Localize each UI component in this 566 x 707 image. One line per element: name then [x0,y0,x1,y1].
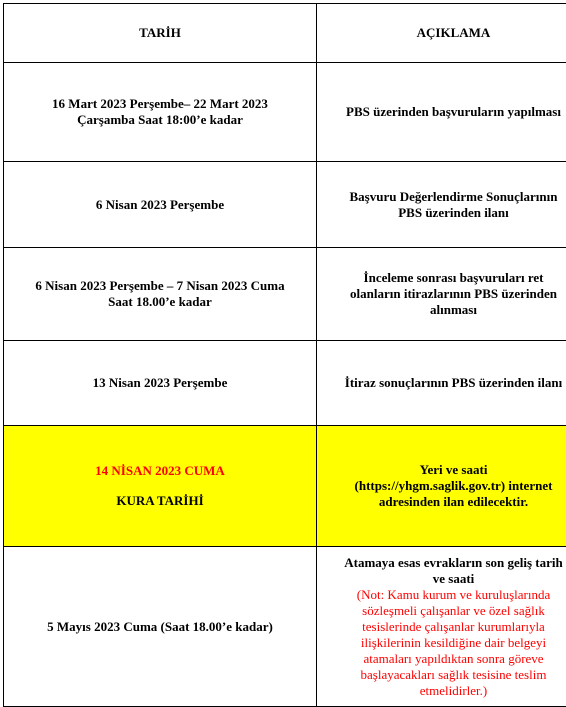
description-line: İtiraz sonuçlarının PBS üzerinden ilanı [323,375,566,391]
description-line: ve saati [323,571,566,587]
description-line: (https://yhgm.saglik.gov.tr) internet [323,478,566,494]
description-line: Yeri ve saati [323,462,566,478]
description-line: Atamaya esas evrakların son geliş tarih [323,555,566,571]
description-line: olanların itirazlarının PBS üzerinden [323,286,566,302]
date-cell [4,248,317,341]
note-line: sözleşmeli çalışanlar ve özel sağlık [323,603,566,619]
schedule-table [3,3,566,707]
header-tarih: TARİH [4,4,317,63]
description-line: İnceleme sonrası başvuruları ret [323,270,566,286]
description-line: PBS üzerinden ilanı [323,205,566,221]
description-cell [317,162,566,248]
note-line: başlayacakları sağlık tesisine teslim [323,667,566,683]
table-row [4,547,566,707]
lottery-label: KURA TARİHİ [10,493,310,509]
table-row [4,248,566,341]
date-line: 5 Mayıs 2023 Cuma (Saat 18.00’e kadar) [10,619,310,635]
lottery-date: 14 NİSAN 2023 CUMA [10,463,310,479]
date-cell [4,63,317,162]
note-line: tesislerinde çalışanlar kurumlarıyla [323,619,566,635]
note-line: etmelidirler.) [323,683,566,699]
date-cell [4,341,317,426]
description-cell [317,341,566,426]
description-cell [317,63,566,162]
date-line: 13 Nisan 2023 Perşembe [10,375,310,391]
description-line: PBS üzerinden başvuruların yapılması [323,104,566,120]
note-line: ilişkilerinin kesildiğine dair belgeyi [323,635,566,651]
date-cell [4,426,317,547]
table-row [4,341,566,426]
description-line: adresinden ilan edilecektir. [323,494,566,510]
date-line: Saat 18.00’e kadar [10,294,310,310]
description-cell [317,248,566,341]
table-row [4,63,566,162]
date-line: 6 Nisan 2023 Perşembe – 7 Nisan 2023 Cuma [10,278,310,294]
description-line: alınması [323,302,566,318]
note-line: atamaları yapıldıktan sonra göreve [323,651,566,667]
table-header-row [4,4,566,63]
header-aciklama: AÇIKLAMA [317,4,566,63]
table-row [4,162,566,248]
date-line: Çarşamba Saat 18:00’e kadar [10,112,310,128]
date-cell [4,547,317,707]
description-line: Başvuru Değerlendirme Sonuçlarının [323,189,566,205]
spacer [10,479,310,493]
note-line: (Not: Kamu kurum ve kuruluşlarında [323,587,566,603]
date-line: 6 Nisan 2023 Perşembe [10,197,310,213]
date-line: 16 Mart 2023 Perşembe– 22 Mart 2023 [10,96,310,112]
description-cell [317,547,566,707]
description-cell [317,426,566,547]
date-cell [4,162,317,248]
table-row-highlighted [4,426,566,547]
